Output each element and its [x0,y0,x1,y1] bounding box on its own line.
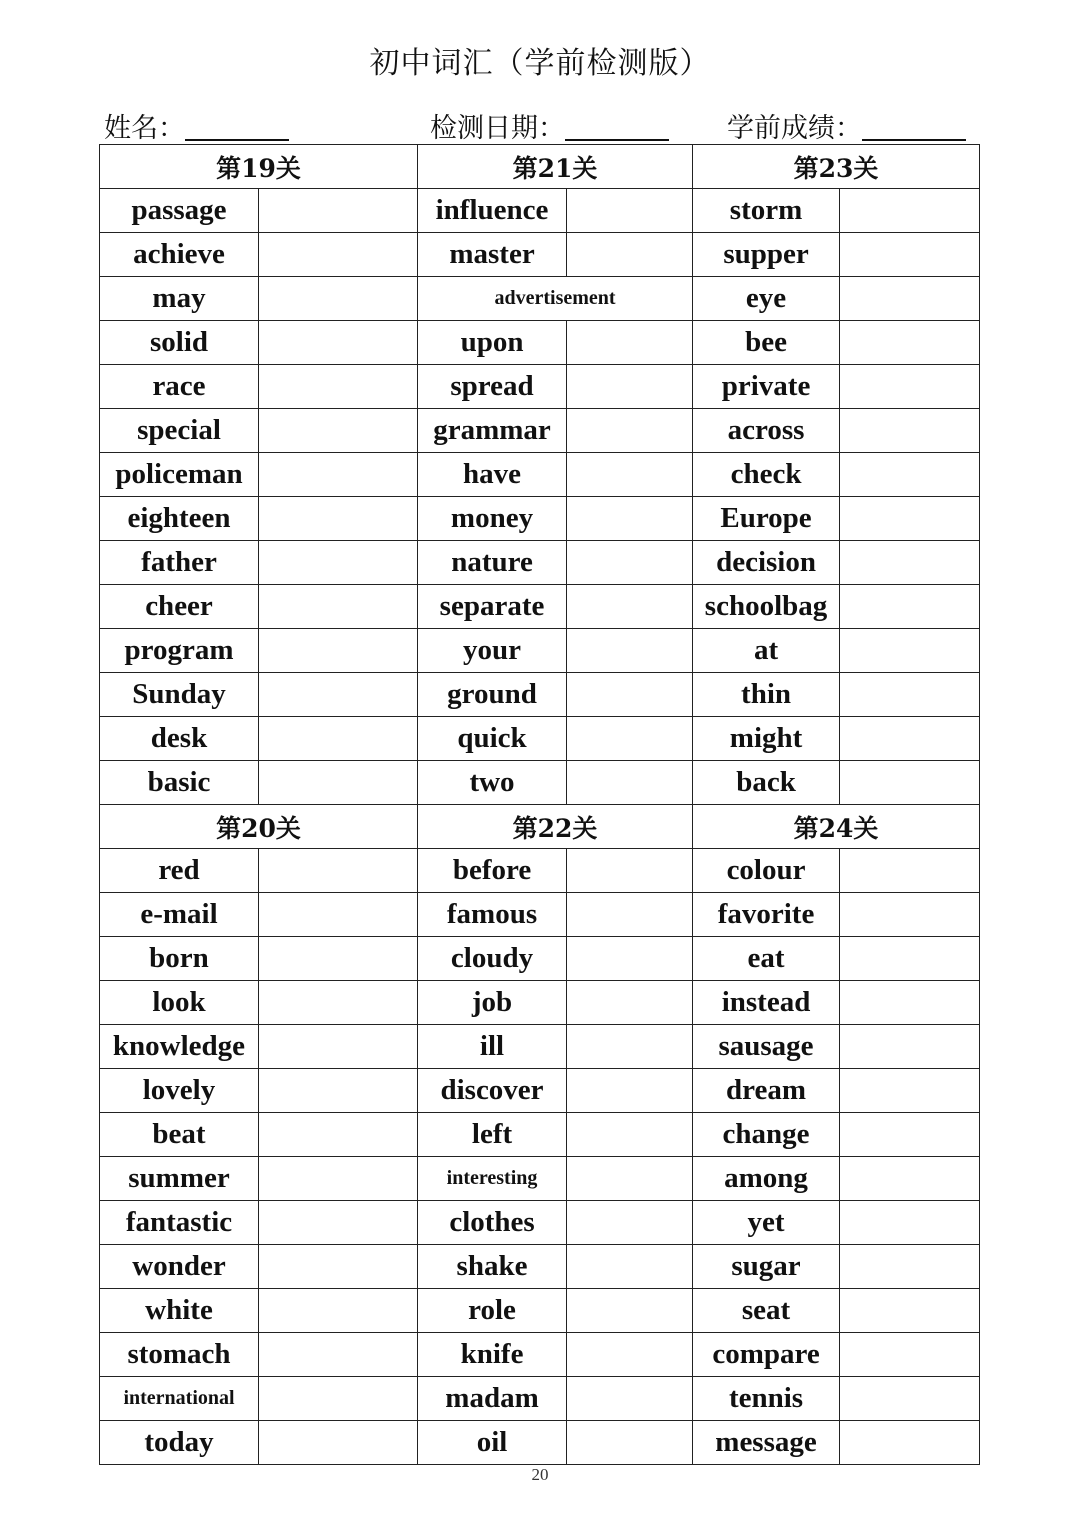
level-header-row [100,805,980,849]
word-cell: seat [693,1289,840,1333]
word-cell: change [693,1113,840,1157]
answer-cell[interactable] [259,981,418,1025]
answer-cell[interactable] [259,1377,418,1421]
answer-cell[interactable] [840,321,980,365]
answer-cell[interactable] [259,1069,418,1113]
date-field [430,106,669,145]
answer-cell[interactable] [840,717,980,761]
word-cell: ground [418,673,567,717]
word-row [100,409,980,453]
word-row [100,1025,980,1069]
word-row [100,761,980,805]
answer-cell[interactable] [259,541,418,585]
level-header-row [100,145,980,189]
word-cell: message [693,1421,840,1465]
word-cell: before [418,849,567,893]
answer-cell[interactable] [567,1421,693,1465]
word-cell: oil [418,1421,567,1465]
answer-cell[interactable] [259,1113,418,1157]
answer-cell[interactable] [567,453,693,497]
answer-cell[interactable] [259,497,418,541]
answer-cell[interactable] [840,981,980,1025]
word-cell: compare [693,1333,840,1377]
word-cell: upon [418,321,567,365]
word-row [100,673,980,717]
answer-cell[interactable] [259,1157,418,1201]
word-cell: tennis [693,1377,840,1421]
word-row [100,1157,980,1201]
word-cell: solid [100,321,259,365]
word-cell: two [418,761,567,805]
word-cell: eye [693,277,840,321]
word-cell: policeman [100,453,259,497]
word-cell: madam [418,1377,567,1421]
word-cell: left [418,1113,567,1157]
score-blank[interactable] [862,111,966,141]
answer-cell[interactable] [259,893,418,937]
word-cell: desk [100,717,259,761]
answer-cell[interactable] [259,321,418,365]
word-cell: at [693,629,840,673]
answer-cell[interactable] [567,629,693,673]
word-cell: shake [418,1245,567,1289]
word-cell: nature [418,541,567,585]
word-cell: e-mail [100,893,259,937]
answer-cell[interactable] [567,1377,693,1421]
word-cell: your [418,629,567,673]
answer-cell[interactable] [840,1421,980,1465]
date-label: 检测日期： [430,113,565,144]
answer-cell[interactable] [567,321,693,365]
word-row [100,1421,980,1465]
word-row [100,1245,980,1289]
answer-cell[interactable] [567,1201,693,1245]
word-cell: private [693,365,840,409]
word-row [100,585,980,629]
answer-cell[interactable] [840,1201,980,1245]
vocabulary-table [99,144,980,1465]
word-cell: Sunday [100,673,259,717]
word-cell: money [418,497,567,541]
word-cell: wonder [100,1245,259,1289]
word-cell: advertisement [418,277,693,321]
word-cell: race [100,365,259,409]
word-row [100,629,980,673]
answer-cell[interactable] [567,1245,693,1289]
word-cell: might [693,717,840,761]
word-cell: spread [418,365,567,409]
word-cell: summer [100,1157,259,1201]
word-cell: separate [418,585,567,629]
answer-cell[interactable] [840,189,980,233]
word-cell: check [693,453,840,497]
level-header: 第20关 [100,805,418,849]
answer-cell[interactable] [259,849,418,893]
word-cell: influence [418,189,567,233]
answer-cell[interactable] [567,893,693,937]
word-cell: eat [693,937,840,981]
answer-cell[interactable] [567,1025,693,1069]
word-row [100,233,980,277]
answer-cell[interactable] [259,1201,418,1245]
word-cell: job [418,981,567,1025]
word-cell: cheer [100,585,259,629]
word-cell: beat [100,1113,259,1157]
answer-cell[interactable] [567,409,693,453]
name-blank[interactable] [185,111,289,141]
word-row [100,1377,980,1421]
word-cell: clothes [418,1201,567,1245]
word-cell: thin [693,673,840,717]
word-cell: born [100,937,259,981]
word-cell: supper [693,233,840,277]
answer-cell[interactable] [567,1069,693,1113]
answer-cell[interactable] [259,1421,418,1465]
answer-cell[interactable] [259,673,418,717]
answer-cell[interactable] [840,1025,980,1069]
name-label: 姓名： [104,113,185,144]
score-field [727,106,966,145]
word-cell: favorite [693,893,840,937]
answer-cell[interactable] [840,849,980,893]
answer-cell[interactable] [840,761,980,805]
answer-cell[interactable] [840,233,980,277]
word-cell: role [418,1289,567,1333]
answer-cell[interactable] [840,1333,980,1377]
level-header: 第21关 [418,145,693,189]
page-number: 20 [531,1465,549,1484]
answer-cell[interactable] [567,849,693,893]
answer-cell[interactable] [259,453,418,497]
page-title: 初中词汇（学前检测版） [369,46,711,81]
word-cell: colour [693,849,840,893]
word-cell: across [693,409,840,453]
word-row [100,189,980,233]
word-row [100,849,980,893]
answer-cell[interactable] [840,541,980,585]
answer-cell[interactable] [259,585,418,629]
answer-cell[interactable] [259,233,418,277]
answer-cell[interactable] [259,409,418,453]
word-cell: grammar [418,409,567,453]
word-row [100,937,980,981]
answer-cell[interactable] [840,277,980,321]
answer-cell[interactable] [567,937,693,981]
level-header: 第24关 [693,805,980,849]
answer-cell[interactable] [567,673,693,717]
word-cell: cloudy [418,937,567,981]
word-row [100,365,980,409]
answer-cell[interactable] [840,409,980,453]
word-cell: lovely [100,1069,259,1113]
answer-cell[interactable] [567,1157,693,1201]
word-cell: stomach [100,1333,259,1377]
word-cell: interesting [418,1157,567,1201]
word-cell: schoolbag [693,585,840,629]
answer-cell[interactable] [259,1333,418,1377]
word-row [100,1201,980,1245]
answer-cell[interactable] [259,717,418,761]
answer-cell[interactable] [840,1245,980,1289]
answer-cell[interactable] [259,189,418,233]
word-row [100,981,980,1025]
answer-cell[interactable] [259,1289,418,1333]
answer-cell[interactable] [567,1113,693,1157]
answer-cell[interactable] [567,365,693,409]
word-cell: father [100,541,259,585]
word-row [100,893,980,937]
word-row [100,453,980,497]
word-cell: Europe [693,497,840,541]
answer-cell[interactable] [259,365,418,409]
answer-cell[interactable] [840,1113,980,1157]
word-row [100,277,980,321]
word-cell: sausage [693,1025,840,1069]
answer-cell[interactable] [840,365,980,409]
level-header: 第19关 [100,145,418,189]
name-field [104,106,289,145]
word-cell: quick [418,717,567,761]
answer-cell[interactable] [840,893,980,937]
answer-cell[interactable] [567,541,693,585]
word-cell: ill [418,1025,567,1069]
answer-cell[interactable] [567,189,693,233]
word-row [100,541,980,585]
word-cell: knife [418,1333,567,1377]
answer-cell[interactable] [259,1245,418,1289]
answer-cell[interactable] [840,585,980,629]
answer-cell[interactable] [567,1289,693,1333]
word-cell: discover [418,1069,567,1113]
word-row [100,497,980,541]
answer-cell[interactable] [567,1333,693,1377]
word-row [100,1069,980,1113]
answer-cell[interactable] [840,1157,980,1201]
word-cell: achieve [100,233,259,277]
word-cell: may [100,277,259,321]
word-row [100,1333,980,1377]
word-cell: red [100,849,259,893]
answer-cell[interactable] [567,761,693,805]
word-cell: fantastic [100,1201,259,1245]
word-cell: white [100,1289,259,1333]
word-cell: dream [693,1069,840,1113]
word-cell: program [100,629,259,673]
word-cell: storm [693,189,840,233]
answer-cell[interactable] [840,673,980,717]
date-blank[interactable] [565,111,669,141]
answer-cell[interactable] [840,497,980,541]
score-label: 学前成绩： [727,113,862,144]
word-cell: international [100,1377,259,1421]
answer-cell[interactable] [259,629,418,673]
word-cell: basic [100,761,259,805]
word-cell: passage [100,189,259,233]
answer-cell[interactable] [259,1025,418,1069]
answer-cell[interactable] [259,761,418,805]
answer-cell[interactable] [567,717,693,761]
word-cell: look [100,981,259,1025]
word-row [100,1113,980,1157]
word-cell: eighteen [100,497,259,541]
answer-cell[interactable] [840,453,980,497]
answer-cell[interactable] [840,629,980,673]
answer-cell[interactable] [840,1377,980,1421]
answer-cell[interactable] [259,937,418,981]
word-row [100,717,980,761]
answer-cell[interactable] [840,1289,980,1333]
word-cell: famous [418,893,567,937]
answer-cell[interactable] [259,277,418,321]
answer-cell[interactable] [840,937,980,981]
word-cell: special [100,409,259,453]
word-cell: knowledge [100,1025,259,1069]
word-cell: decision [693,541,840,585]
answer-cell[interactable] [567,585,693,629]
word-row [100,1289,980,1333]
word-cell: back [693,761,840,805]
word-row [100,321,980,365]
level-header: 第22关 [418,805,693,849]
word-cell: bee [693,321,840,365]
word-cell: among [693,1157,840,1201]
level-header: 第23关 [693,145,980,189]
word-cell: have [418,453,567,497]
word-cell: master [418,233,567,277]
answer-cell[interactable] [840,1069,980,1113]
answer-cell[interactable] [567,981,693,1025]
word-cell: today [100,1421,259,1465]
word-cell: yet [693,1201,840,1245]
answer-cell[interactable] [567,233,693,277]
word-cell: sugar [693,1245,840,1289]
word-cell: instead [693,981,840,1025]
answer-cell[interactable] [567,497,693,541]
